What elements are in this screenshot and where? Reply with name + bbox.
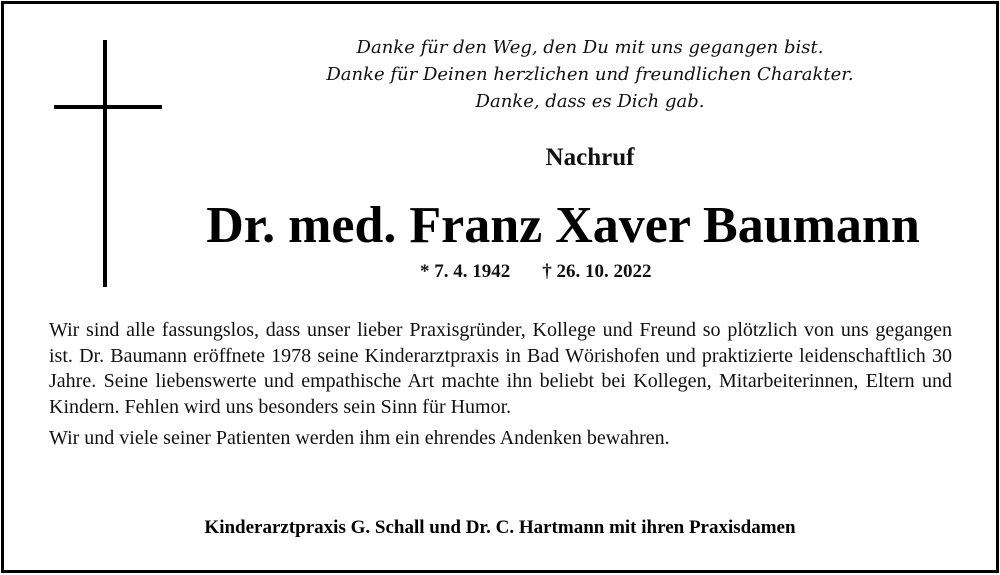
birth-date: * 7. 4. 1942: [420, 261, 511, 282]
cross-icon-crossbar: [54, 105, 162, 109]
signature-line: Kinderarztpraxis G. Schall und Dr. C. Hartmann mit ihren Praxisdamen: [204, 517, 796, 538]
body-paragraph-2: Wir und viele seiner Patienten werden ihm ein ehrendes Andenken bewahren.: [49, 427, 670, 449]
cross-icon: [103, 40, 107, 287]
obituary-body: [49, 318, 952, 452]
body-paragraph-1: Wir sind alle fassungslos, dass unser lieber Praxisgründer, Kollege und Freund so plötzlich von uns gegangen ist. Dr. Baumann eröffnete 1978 seine Kinderarztpraxis in Bad Wörishofen und praktizierte leidenschaftlich 30 Jahre. Seine liebenswerte und empathische Art machte ihn beliebt bei Kollegen, Mitarbeiterinnen, Eltern und Kindern. Fehlen wird uns besonders sein Sinn für Humor.: [49, 319, 952, 418]
life-dates: [420, 260, 652, 284]
memorial-quote: [160, 34, 1000, 115]
death-date: † 26. 10. 2022: [542, 261, 652, 282]
deceased-name: Dr. med. Franz Xaver Baumann: [206, 197, 920, 254]
obituary-heading: Nachruf: [545, 144, 635, 171]
quote-line-2: Danke für Deinen herzlichen und freundlichen Charakter.: [326, 64, 854, 85]
quote-line-3: Danke, dass es Dich gab.: [475, 91, 705, 112]
quote-line-1: Danke für den Weg, den Du mit uns gegangen bist.: [356, 37, 824, 58]
